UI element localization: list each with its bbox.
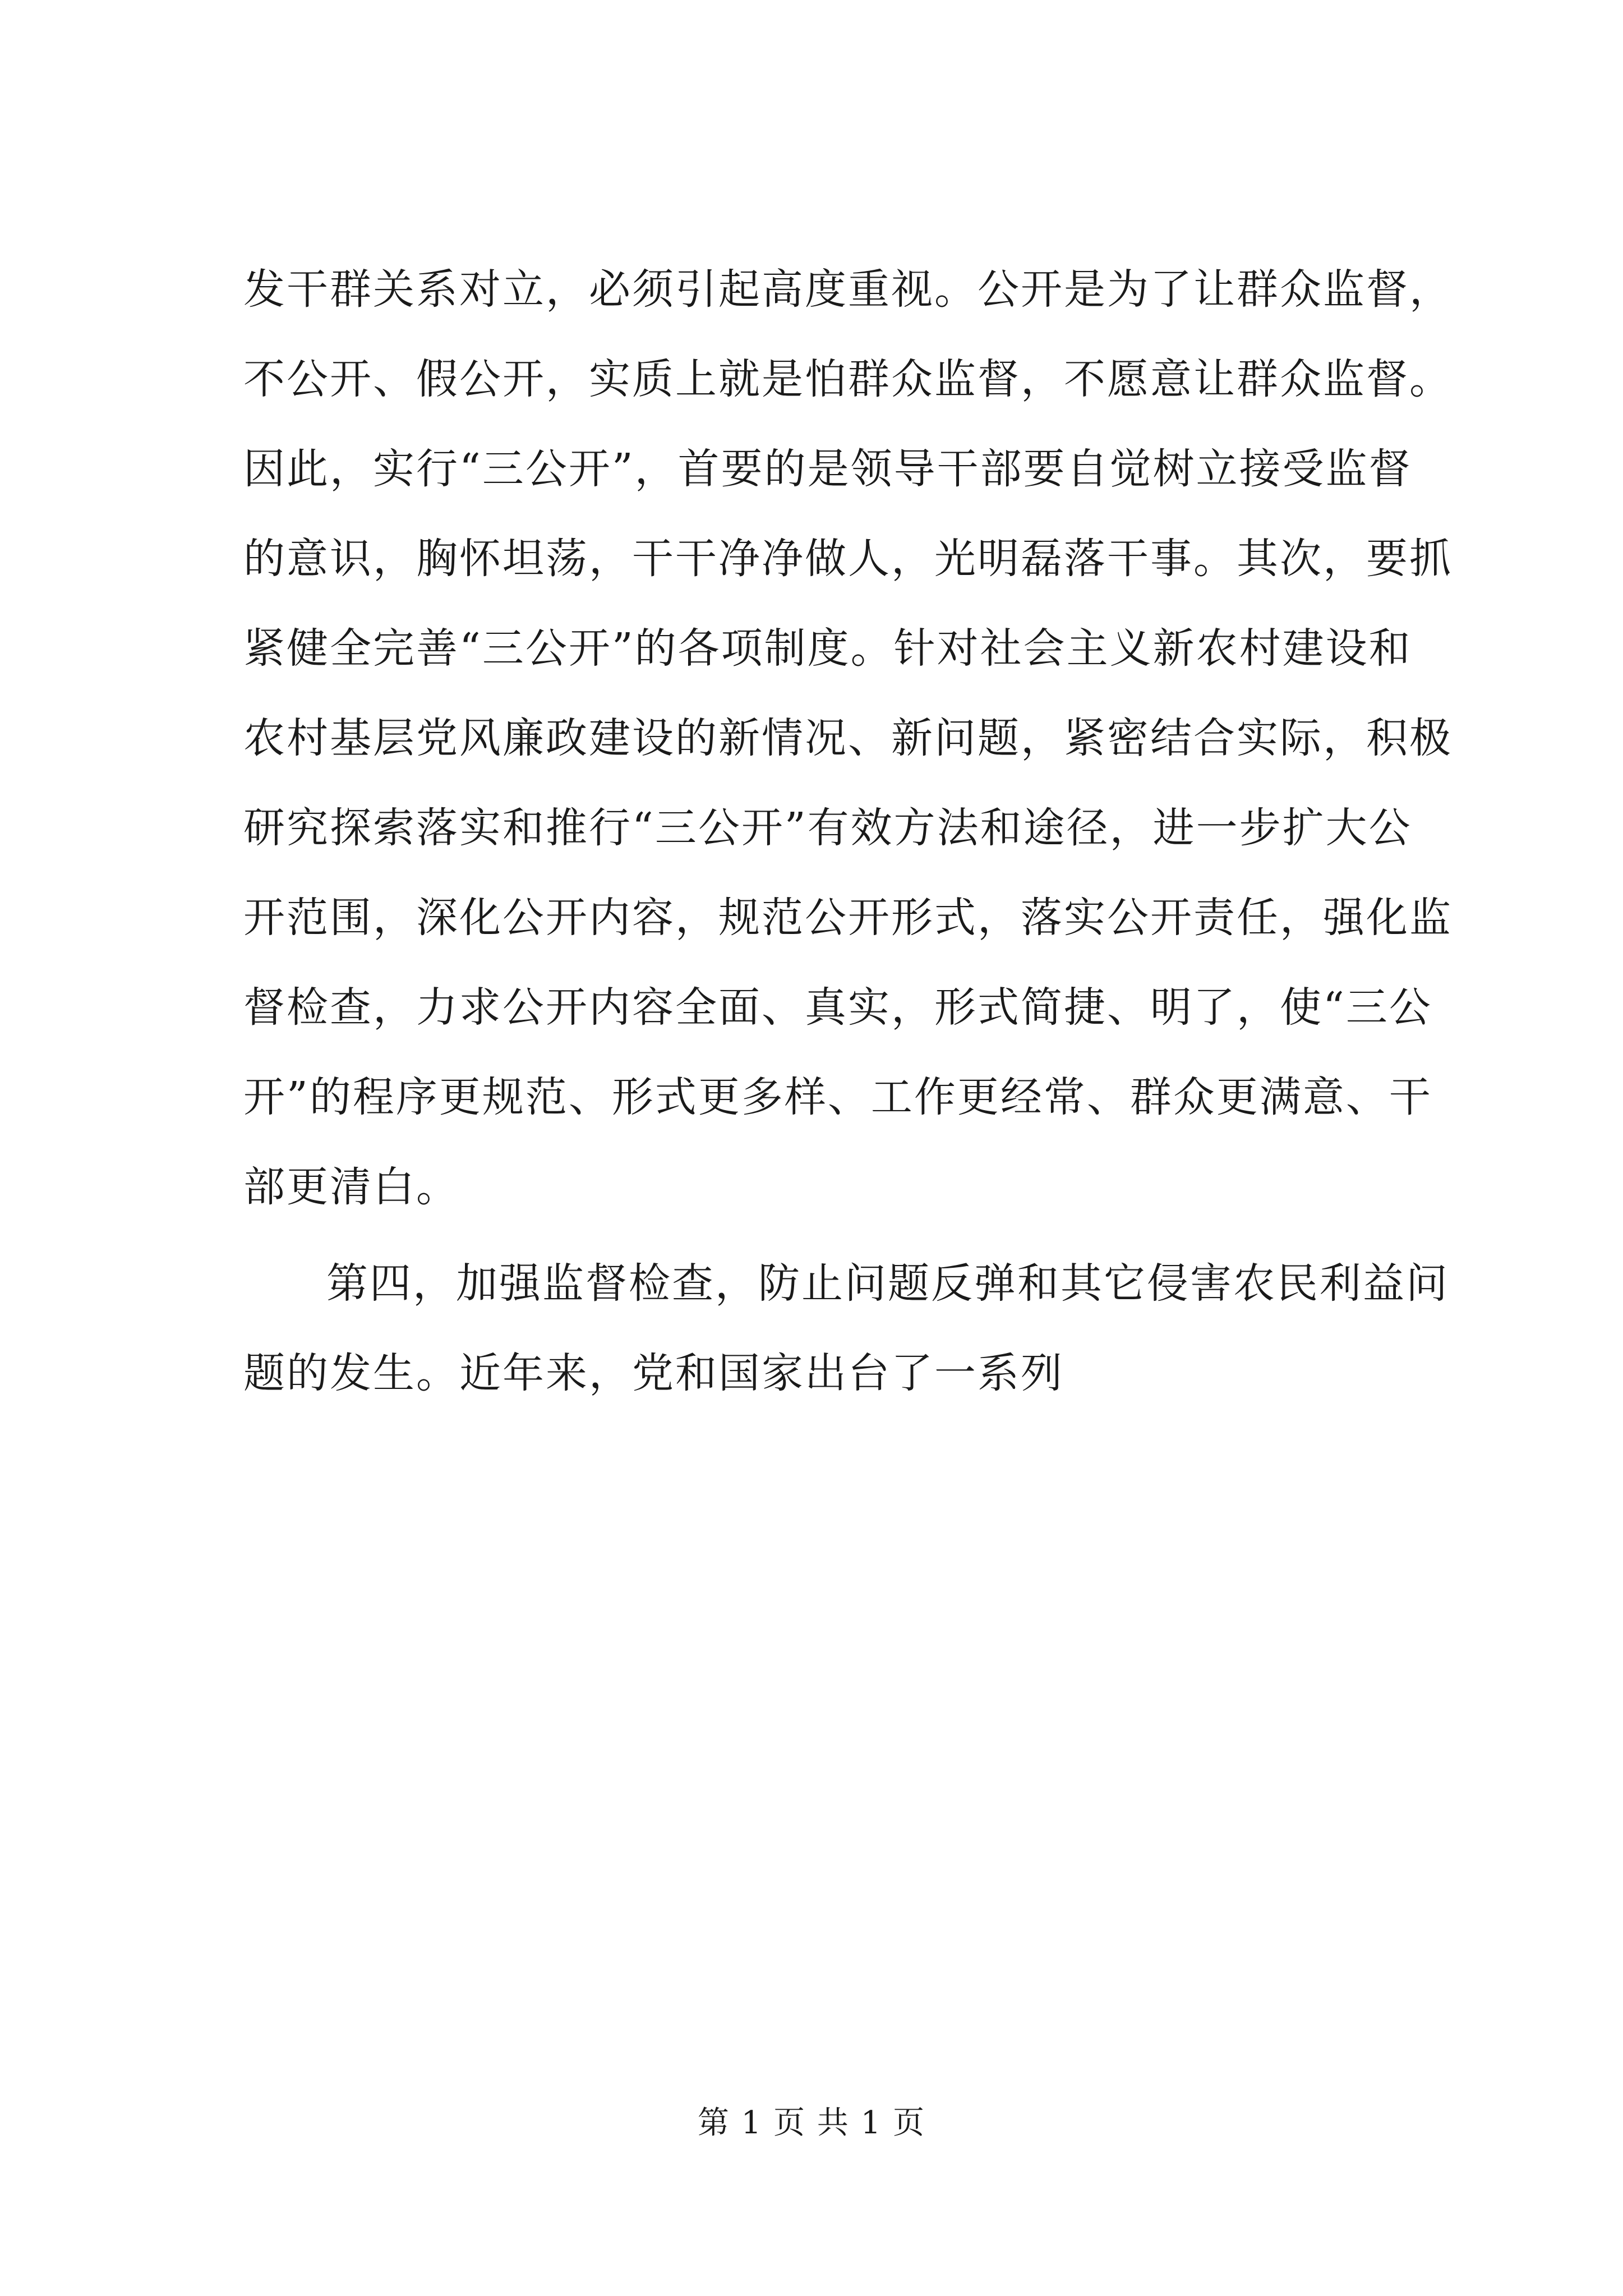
text-line: 紧健全完善“三公开”的各项制度。针对社会主义新农村建设和 [243, 624, 1412, 673]
page-footer: 第 1 页 共 1 页 [697, 2105, 926, 2141]
text-line: 题的发生。近年来，党和国家出台了一系列 [243, 1349, 1064, 1397]
paragraph-2 [243, 1239, 1449, 1418]
text-line: 研究探索落实和推行“三公开”有效方法和途径，进一步扩大公 [243, 804, 1412, 852]
text-line: 发干群关系对立，必须引起高度重视。公开是为了让群众监督， [243, 265, 1453, 314]
text-line-indented: 第四，加强监督检查，防止问题反弹和其它侵害农民利益问 [326, 1259, 1449, 1308]
document-body [243, 245, 1453, 1418]
text-line: 农村基层党风廉政建设的新情况、新问题，紧密结合实际，积极 [243, 714, 1453, 762]
paragraph-gap [243, 1232, 1438, 1239]
text-line: 因此，实行“三公开”，首要的是领导干部要自觉树立接受监督 [243, 445, 1412, 493]
text-line: 不公开、假公开，实质上就是怕群众监督，不愿意让群众监督。 [243, 355, 1453, 403]
text-line: 开范围，深化公开内容，规范公开形式，落实公开责任，强化监 [243, 894, 1453, 942]
text-line: 开”的程序更规范、形式更多样、工作更经常、群众更满意、干 [243, 1073, 1432, 1121]
text-line: 部更清白。 [243, 1163, 459, 1211]
text-line: 督检查，力求公开内容全面、真实，形式简捷、明了，使“三公 [243, 983, 1432, 1032]
paragraph-1 [243, 245, 1453, 1232]
text-line: 的意识，胸怀坦荡，干干净净做人，光明磊落干事。其次，要抓 [243, 535, 1453, 583]
